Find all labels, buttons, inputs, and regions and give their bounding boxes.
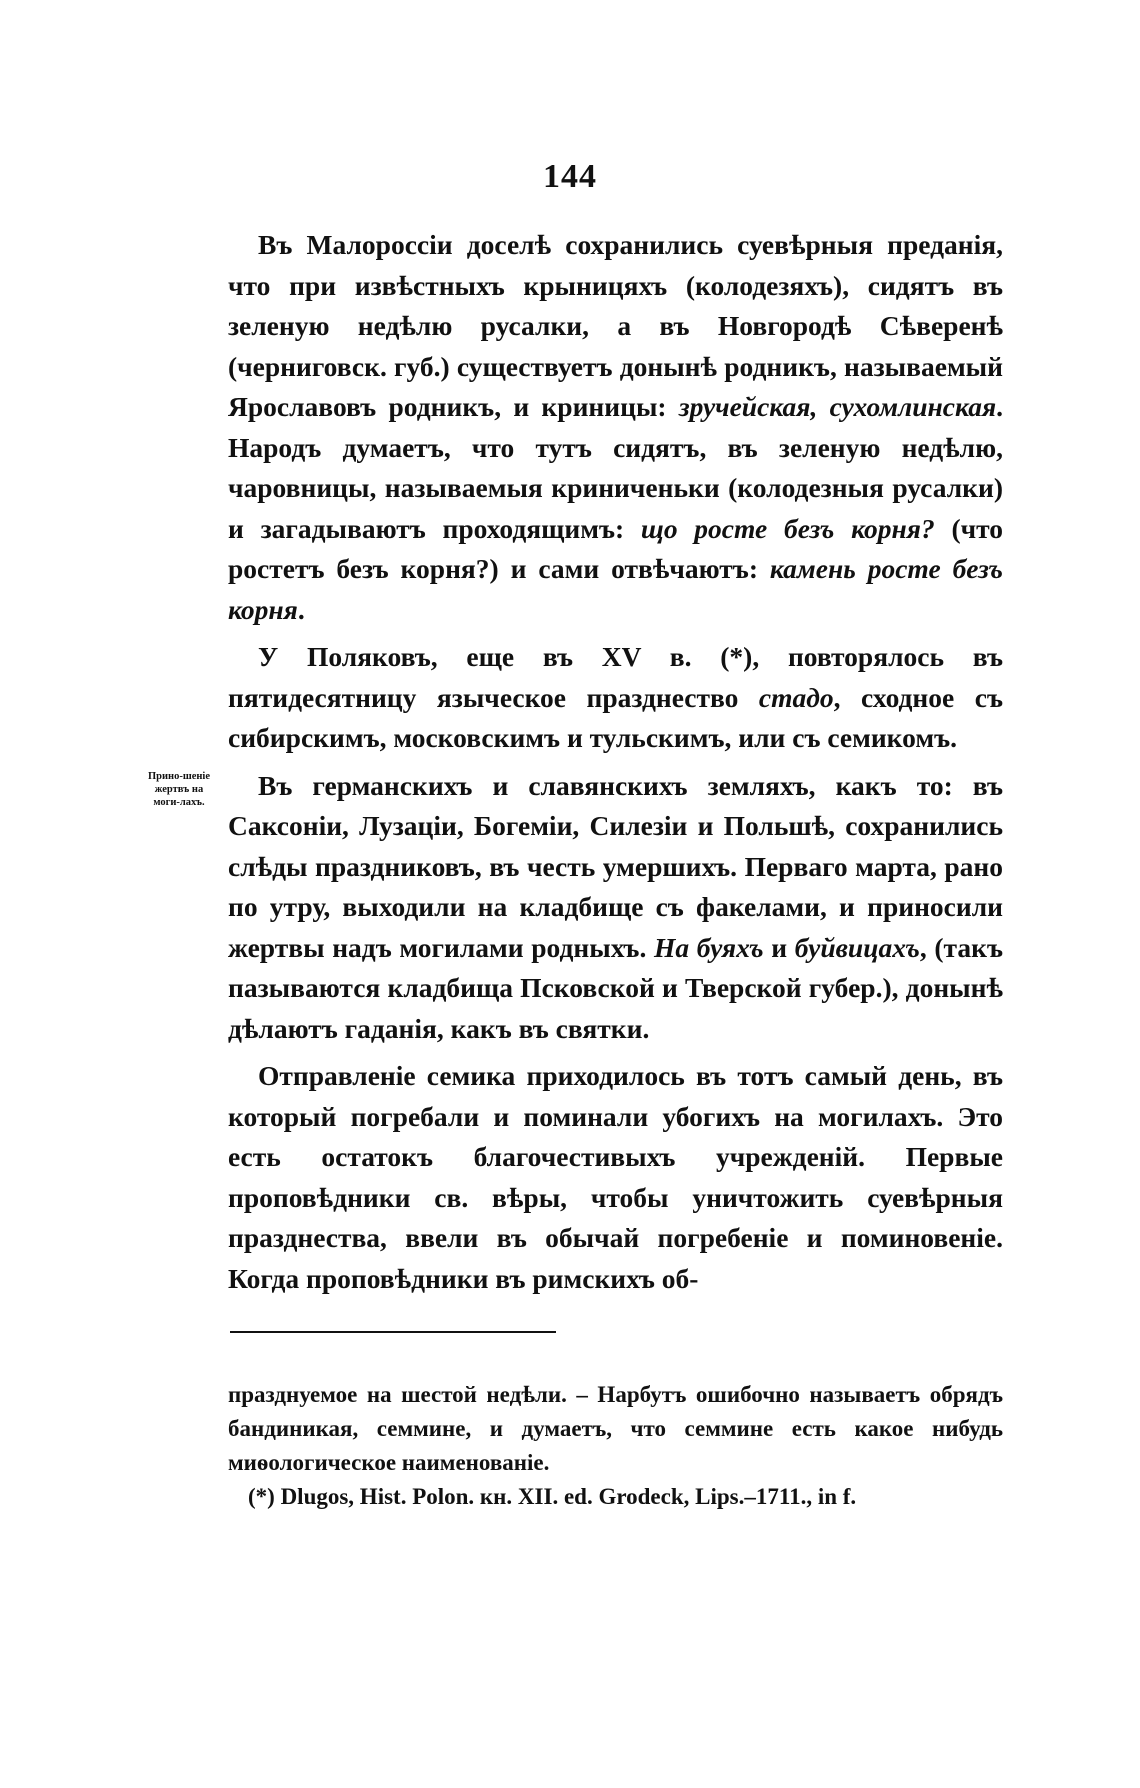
footnotes [228,1378,1003,1514]
footnote-divider [230,1331,556,1333]
paragraph-3 [228,766,1003,1050]
paragraph-3-italic-buyakh: На буяхъ [653,931,764,963]
paragraph-2-text: У Поляковъ, еще въ XV в. (*), повторялось въ пятидесятницу языческое празднество [228,641,1003,713]
paragraph-2-text-2: , сходное съ сибирскимъ, московскимъ и тульскимъ, или съ семикомъ. [228,681,1003,753]
paragraph-3-text: Въ германскихъ и славянскихъ земляхъ, какъ то: въ Саксоніи, Лузаціи, Богеміи, Силезіи и Польшѣ, сохранились слѣды праздниковъ, въ честь умершихъ. Перваго марта, рано по утру, выходили на кладбище съ факелами, и приносили жертвы надъ могилами родныхъ. [228,769,1003,963]
paragraph-3-italic-buyvitsakh: буйвицахъ [794,931,920,963]
footnote-reference: (*) Dlugos, Hist. Polon. кн. XII. ed. Grodeck, Lips.–1711., in f. [248,1484,857,1509]
paragraph-1-italic-answer: камень росте безъ корня [228,553,1003,625]
page-number: 144 [543,158,597,195]
main-text [228,225,1003,1306]
paragraph-1-italic-springs: зручейская, сухомлинская [678,391,997,422]
paragraph-4: Отправленіе семика приходилось въ тотъ самый день, въ который погребали и поминали убогихъ на могилахъ. Это есть остатокъ благочестивыхъ учрежденій. Первые проповѣдники св. вѣры, чтобы уничтожить суевѣрныя празднества, ввели въ обычай погребеніе и поминовеніе. Когда проповѣдники въ римскихъ об- [228,1060,1003,1294]
paragraph-2-italic-stado: стадо [758,681,834,713]
paragraph-3-text-3: , (такъ пазываются кладбища Псковской и Тверской губер.), донынѣ дѣлаютъ гаданія, какъ въ святки. [228,931,1003,1044]
paragraph-2 [228,637,1003,759]
paragraph-1-text-2: . Народъ думаетъ, что тутъ сидятъ, въ зеленую недѣлю, чаровницы, называемыя криниченьки (колодезныя русалки) и загадываютъ проходящимъ: [228,391,1003,544]
paragraph-3-text-2: и [763,931,795,963]
paragraph-1-text-4: . [297,593,305,625]
margin-note: Прино-шеніе жертвъ на моги-лахъ. [148,771,211,808]
footnote-continuation: празднуемое на шестой недѣли. – Нарбутъ ошибочно называетъ обрядъ бандиникая, семмине, и думаетъ, что семмине есть какое нибудь миѳологическое наименованіе. [228,1382,1003,1475]
paragraph-1 [228,225,1003,630]
paragraph-1-italic-riddle: що росте безъ корня? [640,512,935,544]
paragraph-1-text-3: (что ростетъ безъ корня?) и сами отвѣчаютъ: [228,512,1003,584]
paragraph-1-text: Въ Малороссіи доселѣ сохранились суевѣрныя преданія, что при извѣстныхъ крыницяхъ (колодезяхъ), сидятъ въ зеленую недѣлю русалки, а въ Новгородѣ Сѣверенѣ (черниговск. губ.) существуетъ донынѣ родникъ, называемый Ярославовъ родникъ, и криницы: [228,229,1003,422]
